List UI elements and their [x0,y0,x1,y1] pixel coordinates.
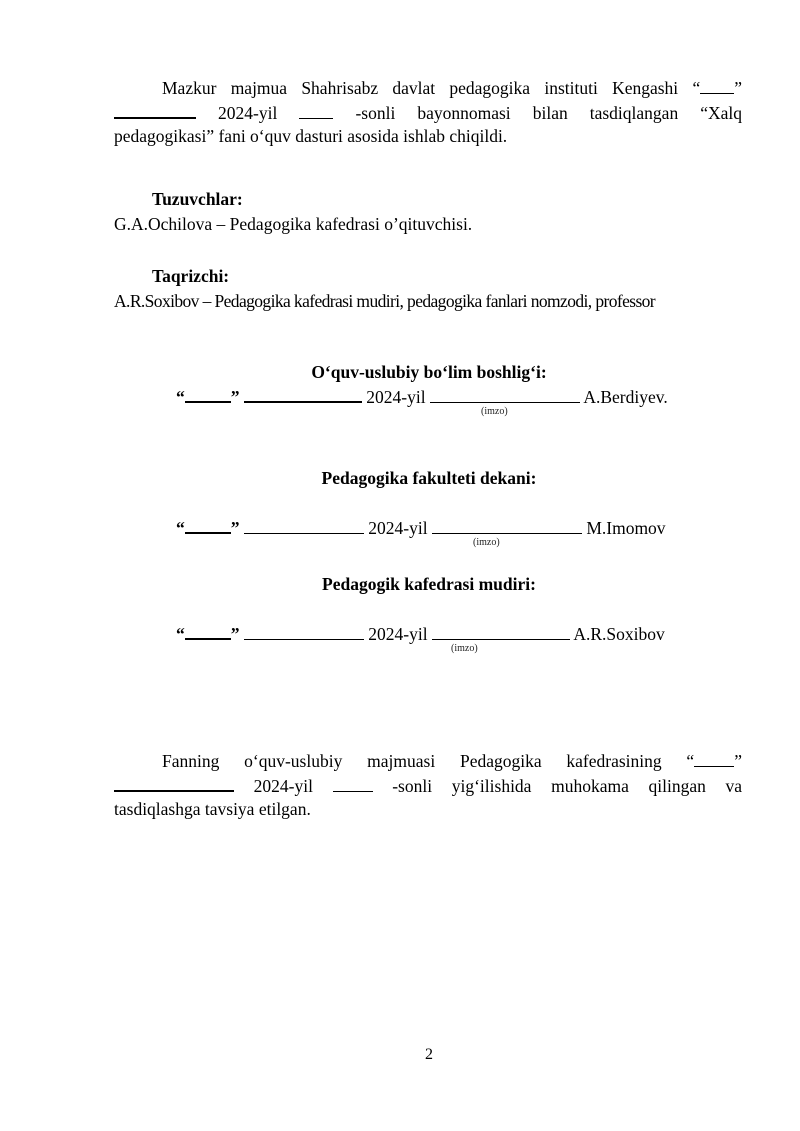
page-number: 2 [425,1046,433,1063]
approval-title-dean: Pedagogika fakulteti dekani: [321,468,537,488]
approval-title-department-head: Pedagogik kafedrasi mudiri: [322,574,536,594]
authors-text: G.A.Ochilova – Pedagogika kafedrasi o’qituvchisi. [114,214,473,234]
reviewer-heading: Taqrizchi: [152,266,230,286]
signature-label: (imzo) [481,406,508,417]
signer-name: A.R.Soxibov [573,624,665,644]
approval-line-dean: “ ” 2024-yil M.Imomov [176,515,666,539]
day-blank [185,621,231,640]
outro-paragraph [114,749,742,821]
intro-line-3: pedagogikasi” fani o‘quv dasturi asosida ishlab chiqildi. [114,126,508,146]
number-blank [299,101,333,119]
intro-line-1: Mazkur majmua Shahrisabz davlat pedagogika instituti Kengashi “ ” [162,78,742,98]
intro-paragraph [114,76,742,148]
day-blank [185,515,231,534]
intro-line-2: 2024-yil -sonli bayonnomasi bilan tasdiqlangan “Xalq [114,100,742,124]
date-blank [700,76,734,94]
approval-title-methodology: O‘quv-uslubiy bo‘lim boshlig‘i: [311,362,547,382]
signature-blank [432,622,570,640]
signer-name: M.Imomov [586,518,666,538]
month-blank [244,516,364,534]
signature-blank [432,516,582,534]
reviewer-text: A.R.Soxibov – Pedagogika kafedrasi mudiri, pedagogika fanlari nomzodi, professor [114,291,656,311]
month-blank [244,384,362,403]
authors-heading: Tuzuvchlar: [152,189,243,209]
approval-line-methodology: “ ” 2024-yil A.Berdiyev. [176,384,668,408]
signature-blank [430,385,580,403]
approval-line-department-head: “ ” 2024-yil A.R.Soxibov [176,621,665,645]
date-blank [694,749,734,767]
month-blank [244,622,364,640]
outro-line-3: tasdiqlashga tavsiya etilgan. [114,799,311,819]
number-blank [333,774,373,792]
signature-label: (imzo) [451,643,478,654]
month-blank [114,773,234,792]
signature-label: (imzo) [473,537,500,548]
day-blank [185,384,231,403]
outro-line-1: Fanning o‘quv-uslubiy majmuasi Pedagogika kafedrasining “ ” [162,751,742,771]
outro-line-2: 2024-yil -sonli yig‘ilishida muhokama qilingan va [114,773,742,797]
signer-name: A.Berdiyev. [583,387,668,407]
month-blank [114,100,196,119]
